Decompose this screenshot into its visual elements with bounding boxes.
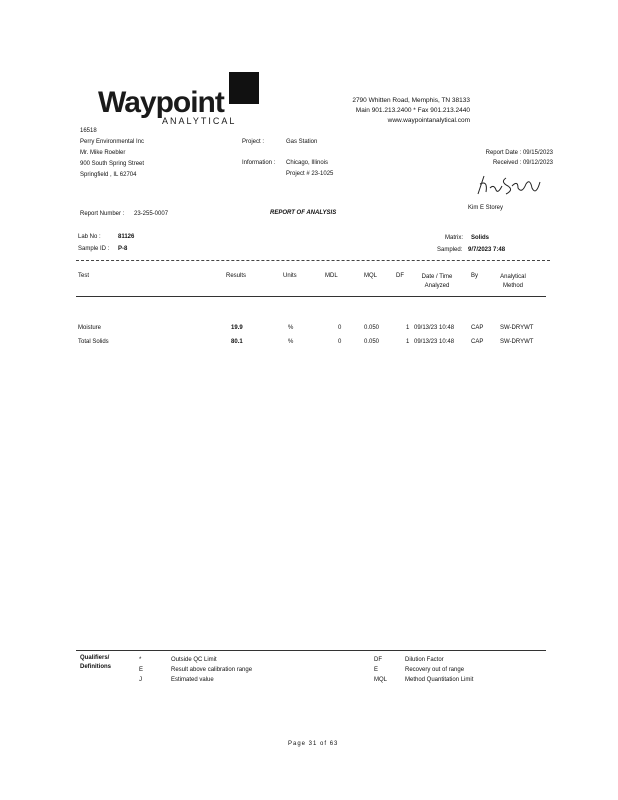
client-contact: Mr. Mike Roebler <box>80 150 126 156</box>
sampled-value: 9/7/2023 7:48 <box>468 247 506 253</box>
qualifier-right-1-symbol: DF <box>374 657 382 663</box>
row1-datetime: 09/13/23 10:48 <box>414 325 455 331</box>
report-number-label: Report Number : <box>80 211 125 217</box>
header-underline <box>76 296 546 297</box>
lab-no-value: 81126 <box>118 234 135 240</box>
signer-name: Kim E Storey <box>468 205 504 211</box>
row1-mql: 0.050 <box>364 325 380 331</box>
qualifiers-top-rule <box>76 650 546 651</box>
row1-method: SW-DRYWT <box>500 325 534 331</box>
lab-address-line2: Main 901.213.2400 * Fax 901.213.2440 <box>355 107 470 114</box>
row2-mql: 0.050 <box>364 339 380 345</box>
header-method <box>490 273 536 291</box>
row2-mdl: 0 <box>338 339 342 345</box>
project-number: Project # 23-1025 <box>286 171 334 177</box>
qualifier-right-2-text: Recovery out of range <box>405 667 465 673</box>
header-date-time <box>414 273 460 291</box>
row2-df: 1 <box>406 339 410 345</box>
report-title: REPORT OF ANALYSIS <box>270 210 337 216</box>
row2-test: Total Solids <box>78 339 109 345</box>
project-value: Gas Station <box>286 139 318 145</box>
header-by: By <box>471 273 479 279</box>
report-date: Report Date : 09/15/2023 <box>485 150 553 156</box>
row1-result: 19.9 <box>231 325 243 331</box>
matrix-value: Solids <box>471 235 490 241</box>
row2-datetime: 09/13/23 10:48 <box>414 339 455 345</box>
client-id: 16518 <box>80 128 97 134</box>
definitions-label: Definitions <box>80 664 111 670</box>
row2-by: CAP <box>471 339 484 345</box>
client-city: Springfield , IL 62704 <box>80 172 137 178</box>
row2-units: % <box>288 339 294 345</box>
qualifier-left-2-text: Result above calibration range <box>171 667 253 673</box>
qualifier-right-3-text: Method Quantitation Limit <box>405 677 474 683</box>
qualifier-left-1-text: Outside QC Limit <box>171 657 217 663</box>
client-street: 900 South Spring Street <box>80 161 145 167</box>
lab-address-line1: 2790 Whitten Road, Memphis, TN 38133 <box>352 97 470 104</box>
row1-df: 1 <box>406 325 410 331</box>
row2-method: SW-DRYWT <box>500 339 534 345</box>
information-label: Information : <box>242 160 276 166</box>
qualifier-left-3-symbol: J <box>139 677 142 683</box>
sample-id-value: P-8 <box>118 246 128 252</box>
header-analyzed-line2: Analyzed <box>424 283 450 289</box>
row2-result: 80.1 <box>231 339 243 345</box>
row1-test: Moisture <box>78 325 102 331</box>
information-value: Chicago, Illinois <box>286 160 329 166</box>
project-label: Project : <box>242 139 265 145</box>
row1-mdl: 0 <box>338 325 342 331</box>
header-results: Results <box>226 273 247 279</box>
row1-units: % <box>288 325 294 331</box>
header-test: Test <box>78 273 90 279</box>
header-df: DF <box>396 273 404 279</box>
page-number: Page 31 of 63 <box>288 741 339 747</box>
lab-website: www.waypointanalytical.com <box>387 117 470 124</box>
lab-no-label: Lab No : <box>78 234 101 240</box>
logo-block-mark <box>229 72 259 104</box>
header-units: Units <box>283 273 297 279</box>
sampled-label: Sampled: <box>437 247 463 253</box>
header-date-time-line1: Date / Time <box>421 274 453 280</box>
client-company: Perry Environmental Inc <box>80 139 145 145</box>
company-logo-text: Waypoint <box>98 86 224 119</box>
qualifier-left-1-symbol: * <box>139 657 142 663</box>
qualifier-left-2-symbol: E <box>139 667 144 673</box>
signature-image <box>474 170 546 200</box>
qualifier-right-3-symbol: MQL <box>374 677 388 683</box>
row1-by: CAP <box>471 325 484 331</box>
sample-divider <box>76 260 550 261</box>
header-mdl: MDL <box>325 273 338 279</box>
header-mql: MQL <box>364 273 378 279</box>
sample-id-label: Sample ID : <box>78 246 110 252</box>
qualifiers-label: Qualifiers/ <box>80 655 110 661</box>
matrix-label: Matrix: <box>445 235 463 241</box>
header-analytical-line1: Analytical <box>500 274 526 280</box>
header-method-line2: Method <box>502 283 523 289</box>
report-number-value: 23-255-0007 <box>134 211 169 217</box>
qualifier-left-3-text: Estimated value <box>171 677 214 683</box>
qualifier-right-1-text: Dilution Factor <box>405 657 444 663</box>
qualifier-right-2-symbol: E <box>374 667 379 673</box>
company-logo-subtext: ANALYTICAL <box>162 116 237 126</box>
received-date: Received : 09/12/2023 <box>492 160 553 166</box>
